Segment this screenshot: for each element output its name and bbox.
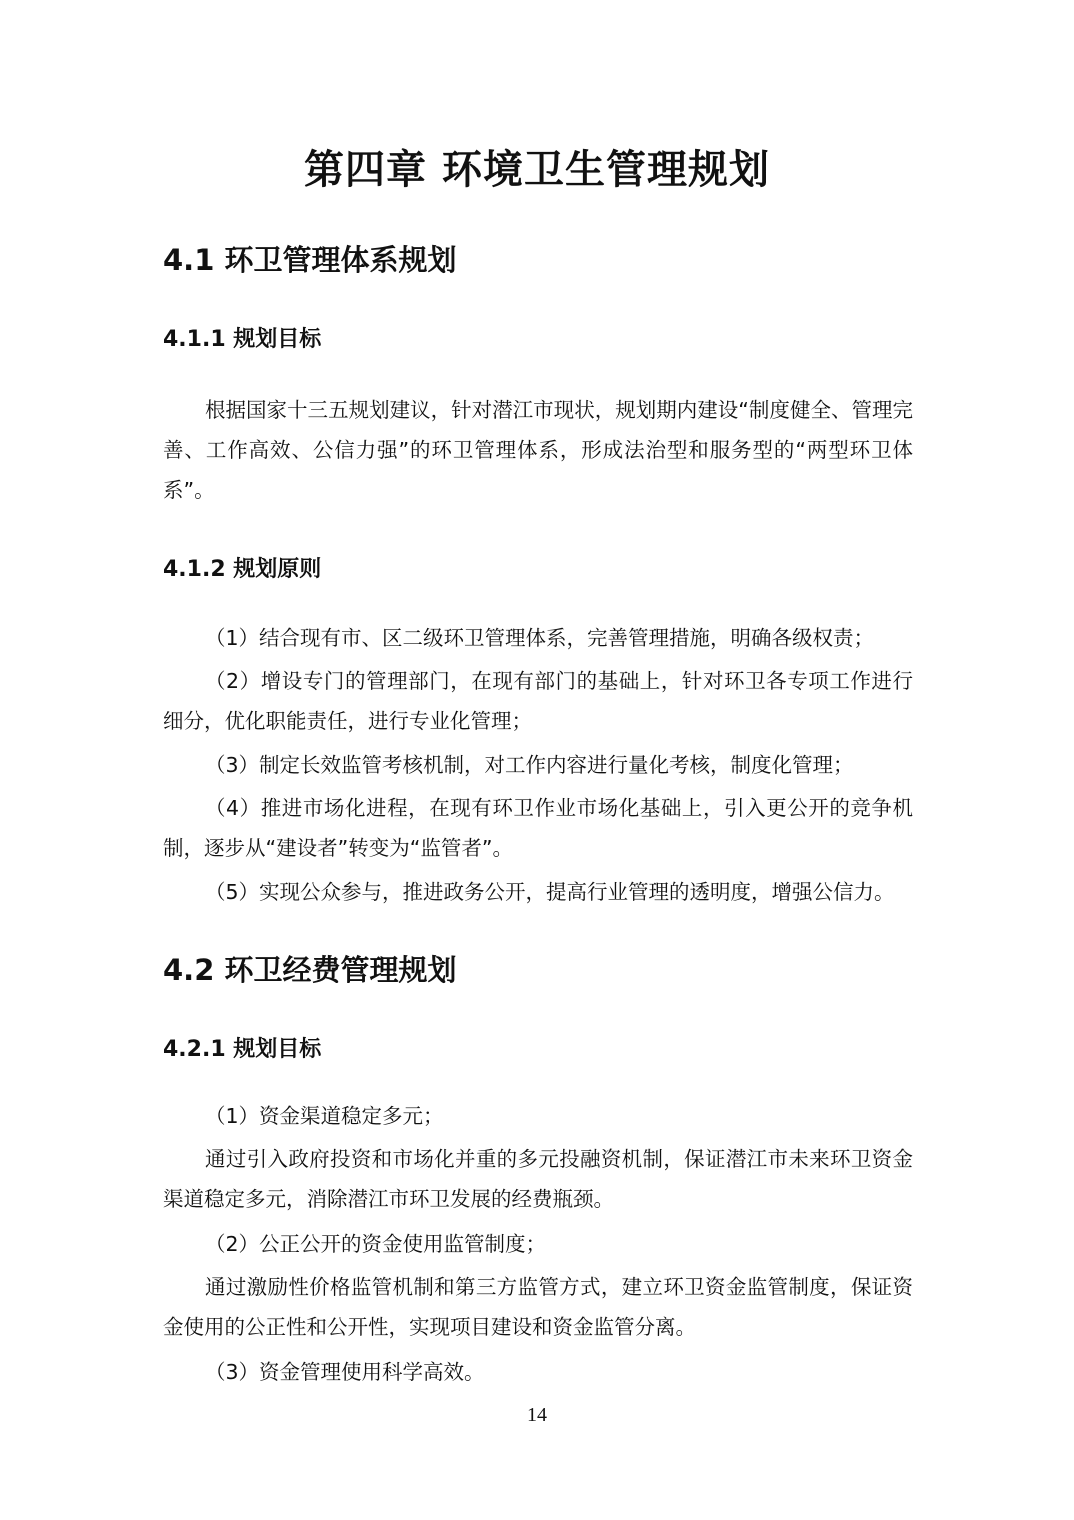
- goal-item-1: （1）资金渠道稳定多元；: [205, 1104, 444, 1128]
- subsection-heading-4-2-1: 4.2.1 规划目标: [163, 1037, 322, 1062]
- goal-item-3: （3）资金管理使用科学高效。: [205, 1360, 485, 1384]
- goal-item-2: （2）公正公开的资金使用监管制度；: [205, 1232, 547, 1256]
- section-heading-4-2: 4.2 环卫经费管理规划: [163, 953, 457, 987]
- principle-item-4: （4）推进市场化进程，在现有环卫作业市场化基础上，引入更公开的竞争机制，逐步从“建设者”转变为“监管者”。: [163, 796, 913, 860]
- principle-item-3: （3）制定长效监管考核机制，对工作内容进行量化考核，制度化管理；: [205, 753, 854, 777]
- paragraph-4-1-1: 根据国家十三五规划建议，针对潜江市现状，规划期内建设“制度健全、管理完善、工作高效、公信力强”的环卫管理体系，形成法治型和服务型的“两型环卫体系”。: [163, 398, 913, 502]
- chapter-title: 第四章 环境卫生管理规划: [304, 147, 770, 193]
- principle-item-2: （2）增设专门的管理部门，在现有部门的基础上，针对环卫各专项工作进行细分，优化职能责任，进行专业化管理；: [163, 669, 913, 733]
- principle-item-5: （5）实现公众参与，推进政务公开，提高行业管理的透明度，增强公信力。: [205, 880, 895, 904]
- section-heading-4-1: 4.1 环卫管理体系规划: [163, 243, 457, 277]
- page-number: 14: [527, 1404, 547, 1426]
- principle-item-1: （1）结合现有市、区二级环卫管理体系，完善管理措施，明确各级权责；: [205, 626, 875, 650]
- goal-paragraph-2: 通过激励性价格监管机制和第三方监管方式，建立环卫资金监管制度，保证资金使用的公正性和公开性，实现项目建设和资金监管分离。: [163, 1275, 913, 1339]
- subsection-heading-4-1-2: 4.1.2 规划原则: [163, 557, 322, 582]
- goal-paragraph-1: 通过引入政府投资和市场化并重的多元投融资机制，保证潜江市未来环卫资金渠道稳定多元，消除潜江市环卫发展的经费瓶颈。: [163, 1147, 913, 1211]
- subsection-heading-4-1-1: 4.1.1 规划目标: [163, 327, 322, 352]
